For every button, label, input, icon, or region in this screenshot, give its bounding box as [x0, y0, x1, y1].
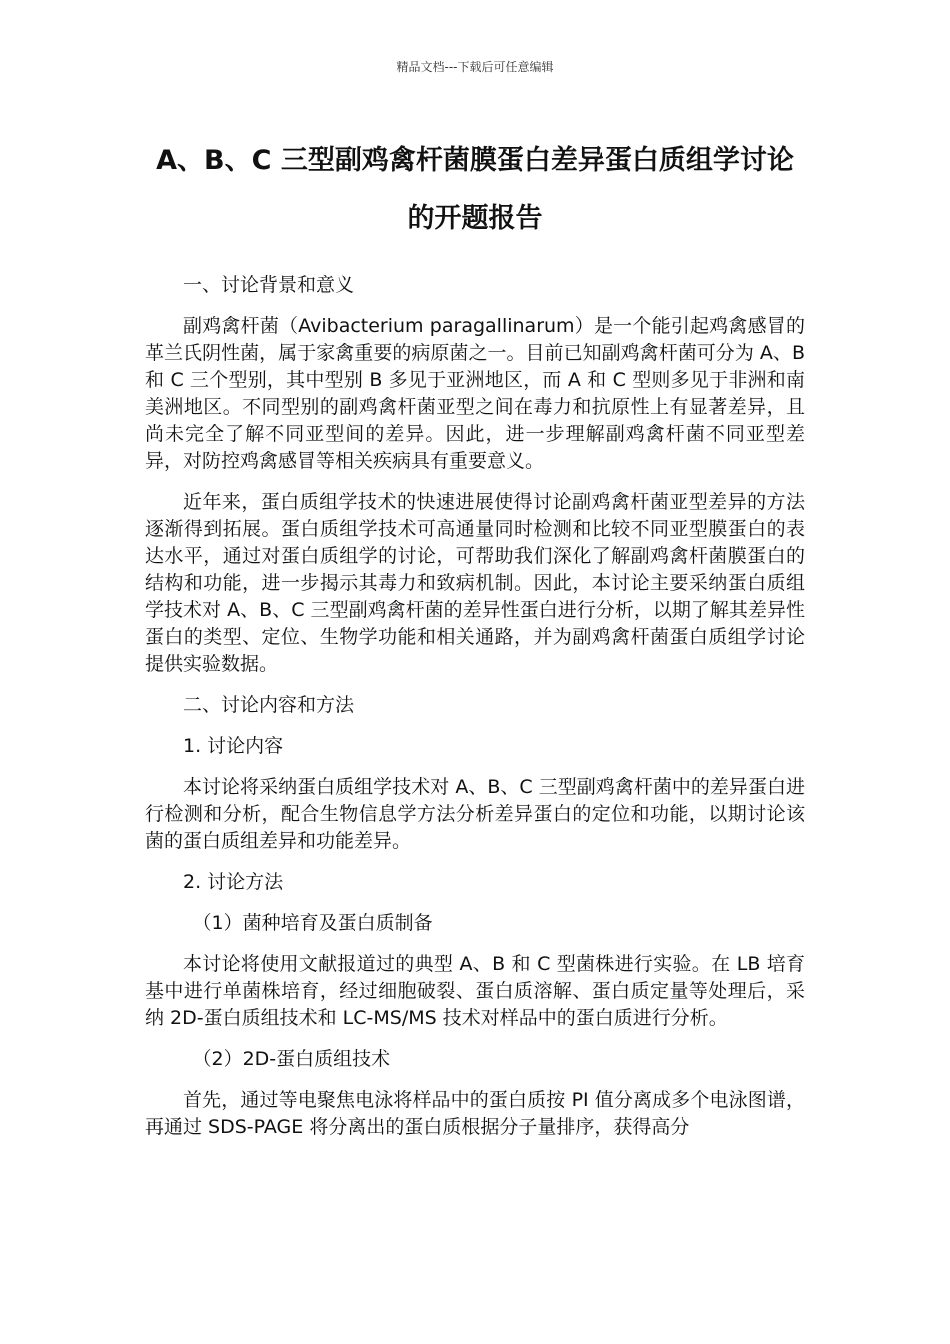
subheading-methods: 2. 讨论方法	[183, 871, 284, 893]
page-header-note: 精品文档---下载后可任意编辑	[396, 60, 554, 74]
paragraph-background-2: 近年来，蛋白质组学技术的快速进展使得讨论副鸡禽杆菌亚型差异的方法逐渐得到拓展。蛋白质组学技术可高通量同时检测和比较不同亚型膜蛋白的表达水平，通过对蛋白质组学的讨论，可帮助我们深化了解副鸡禽杆菌膜蛋白的结构和功能，进一步揭示其毒力和致病机制。因此，本讨论主要采纳蛋白质组学技术对 A、B、C 三型副鸡禽杆菌的差异性蛋白进行分析，以期了解其差异性蛋白的类型、定位、生物学功能和相关通路，并为副鸡禽杆菌蛋白质组学讨论提供实验数据。	[145, 491, 805, 675]
method-heading-2d-proteomics: （2）2D-蛋白质组技术	[192, 1048, 391, 1070]
paragraph-background-1: 副鸡禽杆菌（Avibacterium paragallinarum）是一个能引起鸡禽感冒的革兰氏阴性菌，属于家禽重要的病原菌之一。目前已知副鸡禽杆菌可分为 A、B 和 C 三个型别，其中型别 B 多见于亚洲地区，而 A 和 C 型则多见于非洲和南美洲地区。不同型别的副鸡禽杆菌亚型之间在毒力和抗原性上有显著差异，且尚未完全了解不同亚型间的差异。因此，进一步理解副鸡禽杆菌不同亚型差异，对防控鸡禽感冒等相关疾病具有重要意义。	[145, 315, 805, 472]
section-heading-content-methods: 二、讨论内容和方法	[183, 694, 355, 716]
subheading-content: 1. 讨论内容	[183, 735, 284, 757]
document-body	[145, 272, 805, 1155]
paragraph-culture: 本讨论将使用文献报道过的典型 A、B 和 C 型菌株进行实验。在 LB 培育基中进行单菌株培育，经过细胞破裂、蛋白质溶解、蛋白质定量等处理后，采纳 2D-蛋白质组技术和 LC-MS/MS 技术对样品中的蛋白质进行分析。	[145, 953, 805, 1029]
document-title: A、B、C 三型副鸡禽杆菌膜蛋白差异蛋白质组学讨论的开题报告	[156, 145, 794, 234]
paragraph-content: 本讨论将采纳蛋白质组学技术对 A、B、C 三型副鸡禽杆菌中的差异蛋白进行检测和分析，配合生物信息学方法分析差异蛋白的定位和功能，以期讨论该菌的蛋白质组差异和功能差异。	[145, 776, 805, 852]
paragraph-2d-proteomics: 首先，通过等电聚焦电泳将样品中的蛋白质按 PI 值分离成多个电泳图谱，再通过 SDS-PAGE 将分离出的蛋白质根据分子量排序，获得高分	[145, 1089, 805, 1138]
section-heading-background: 一、讨论背景和意义	[183, 274, 355, 296]
method-heading-culture: （1）菌种培育及蛋白质制备	[192, 912, 433, 934]
